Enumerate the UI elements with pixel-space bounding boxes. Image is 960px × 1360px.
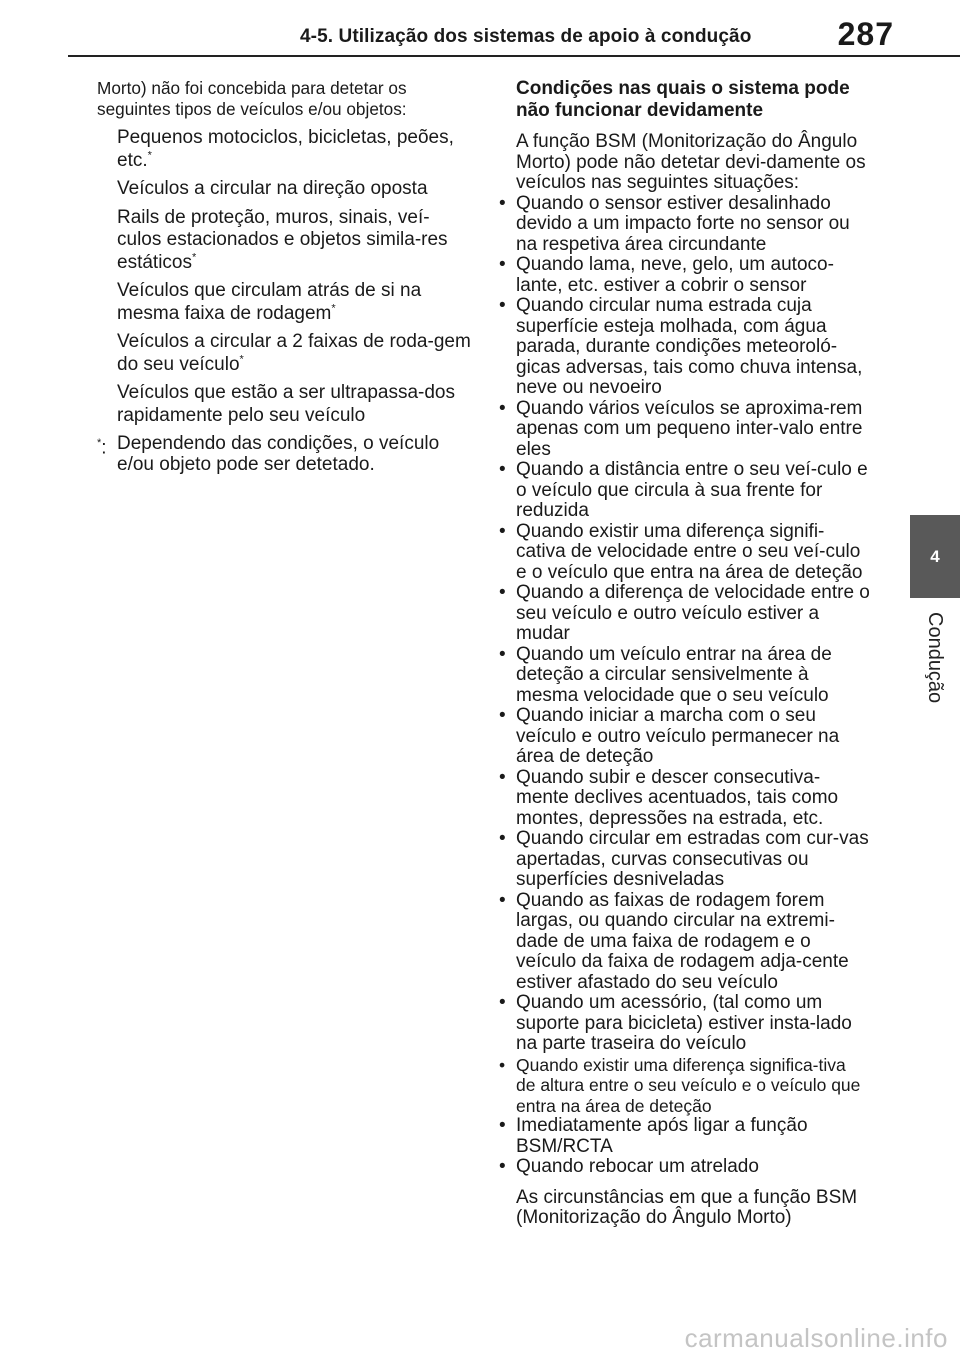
list-item: • Quando as faixas de rodagem forem largas, ou quando circular na extremi-dade de uma faixa de rodagem e o veículo da faixa de rodagem adja-cente estiver afastado do seu veículo bbox=[496, 891, 870, 994]
chapter-tab-label: Condução bbox=[924, 612, 946, 704]
footnote bbox=[97, 433, 472, 475]
footnote-reference: * bbox=[331, 302, 336, 315]
list-item bbox=[117, 127, 472, 172]
list-item: • Quando circular numa estrada cuja superfície esteja molhada, com água parada, durante condições meteoroló-gicas adversas, tais como chuva intensa, neve ou nevoeiro bbox=[496, 296, 870, 399]
closing-paragraph: As circunstâncias em que a função BSM (Monitorização do Ângulo Morto) bbox=[516, 1186, 858, 1228]
footnote-text: Dependendo das condições, o veículo e/ou objeto pode ser detetado. bbox=[117, 433, 440, 475]
list-item: • Quando rebocar um atrelado bbox=[496, 1157, 870, 1178]
list-item: • Quando o sensor estiver desalinhado devido a um impacto forte no sensor ou na respetiva área circundante bbox=[496, 194, 870, 256]
page-number: 287 bbox=[837, 16, 894, 52]
list-item-text: Pequenos motociclos, bicicletas, peões, etc. bbox=[117, 127, 454, 171]
list-item: • Quando existir uma diferença significa-tiva de altura entre o seu veículo e o veículo que entra na área de deteção bbox=[496, 1055, 870, 1117]
list-item-text: Veículos a circular na direção oposta bbox=[117, 178, 428, 199]
list-item: • Quando um acessório, (tal como um suporte para bicicleta) estiver insta-lado na parte traseira do veículo bbox=[496, 993, 870, 1055]
list-item-text: Rails de proteção, muros, sinais, veí-culos estacionados e objetos simila-res estáticos bbox=[117, 206, 448, 273]
header-divider bbox=[68, 55, 960, 57]
list-item bbox=[117, 382, 472, 427]
list-item: • Quando vários veículos se aproxima-rem apenas com um pequeno inter-valo entre eles bbox=[496, 399, 870, 461]
conditions-list bbox=[496, 194, 870, 1178]
right-column bbox=[496, 78, 870, 1229]
list-item bbox=[117, 280, 472, 325]
left-intro: Morto) não foi concebida para detetar os seguintes tipos de veículos e/ou objetos: bbox=[97, 78, 407, 119]
footnote-mark: *: bbox=[97, 437, 107, 459]
list-item: • Quando um veículo entrar na área de deteção a circular sensivelmente à mesma velocidade que o seu veículo bbox=[496, 645, 870, 707]
list-item: • Quando a diferença de velocidade entre o seu veículo e outro veículo estiver a mudar bbox=[496, 583, 870, 645]
list-item bbox=[117, 207, 472, 275]
list-item-text: Veículos a circular a 2 faixas de roda-gem do seu veículo bbox=[117, 331, 471, 375]
conditions-intro: A função BSM (Monitorização do Ângulo Morto) pode não detetar devi-damente os veículos nas seguintes situações: bbox=[516, 131, 866, 193]
section-title: 4-5. Utilização dos sistemas de apoio à condução bbox=[300, 26, 752, 47]
watermark: carmanualsonline.info bbox=[684, 1323, 948, 1353]
list-item: • Imediatamente após ligar a função BSM/RCTA bbox=[496, 1116, 870, 1157]
undetected-objects-list bbox=[97, 127, 472, 427]
footnote-reference: * bbox=[239, 353, 244, 366]
list-item: • Quando iniciar a marcha com o seu veículo e outro veículo permanecer na área de deteção bbox=[496, 706, 870, 768]
list-item: • Quando circular em estradas com cur-vas apertadas, curvas consecutivas ou superfícies desniveladas bbox=[496, 829, 870, 891]
list-item-text: Veículos que estão a ser ultrapassa-dos rapidamente pelo seu veículo bbox=[117, 382, 455, 426]
list-item: • Quando existir uma diferença signifi-cativa de velocidade entre o seu veí-culo e o veículo que entra na área de deteção bbox=[496, 522, 870, 584]
footnote-reference: * bbox=[147, 149, 152, 162]
list-item-text: Veículos que circulam atrás de si na mesma faixa de rodagem bbox=[117, 280, 422, 324]
list-item bbox=[117, 178, 472, 201]
chapter-tab bbox=[910, 515, 960, 598]
chapter-tab-number: 4 bbox=[930, 546, 940, 566]
list-item: • Quando subir e descer consecutiva-mente declives acentuados, tais como montes, depressões na estrada, etc. bbox=[496, 768, 870, 830]
list-item: • Quando a distância entre o seu veí-culo e o veículo que circula à sua frente for reduzida bbox=[496, 460, 870, 522]
left-column bbox=[97, 78, 472, 475]
list-item: • Quando lama, neve, gelo, um autoco-lante, etc. estiver a cobrir o sensor bbox=[496, 255, 870, 296]
footnote-reference: * bbox=[191, 251, 197, 264]
section-heading: Condições nas quais o sistema pode não funcionar devidamente bbox=[516, 78, 850, 121]
list-item bbox=[117, 331, 472, 376]
